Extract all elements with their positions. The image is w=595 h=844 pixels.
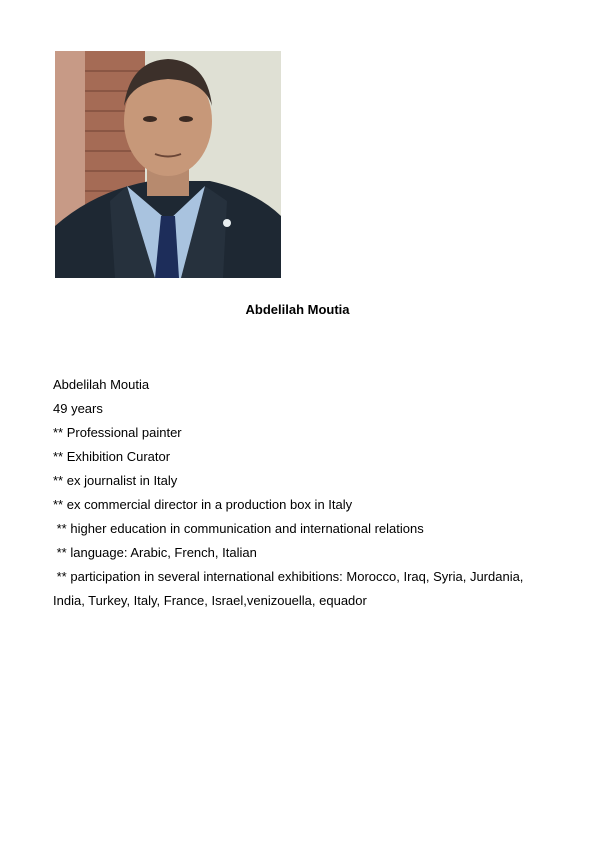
bio-line: ** participation in several international exhibitions: Morocco, Iraq, Syria, Jurdania, — [53, 569, 524, 584]
bio-line: ** higher education in communication and international relations — [53, 521, 424, 536]
bio-line: ** Exhibition Curator — [53, 449, 171, 464]
bio-line: ** ex commercial director in a production box in Italy — [53, 497, 353, 512]
page-title: Abdelilah Moutia — [245, 302, 350, 317]
bio-line: ** language: Arabic, French, Italian — [53, 545, 257, 560]
bio-line: Abdelilah Moutia — [53, 377, 150, 392]
bio-line: ** Professional painter — [53, 425, 182, 440]
bio-text — [53, 373, 553, 613]
bio-line: India, Turkey, Italy, France, Israel,venizouella, equador — [53, 593, 367, 608]
portrait-photo — [55, 51, 281, 278]
bio-line: ** ex journalist in Italy — [53, 473, 178, 488]
bio-line: 49 years — [53, 401, 103, 416]
